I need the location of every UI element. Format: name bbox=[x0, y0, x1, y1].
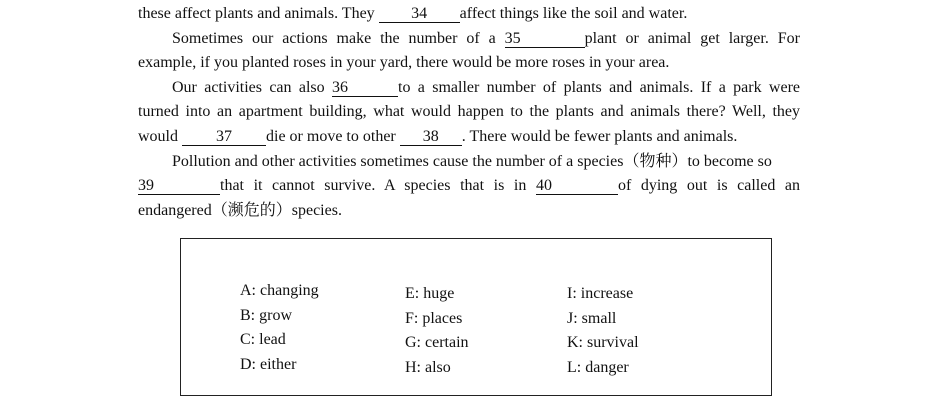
line-6-text-middle: die or move to other bbox=[266, 127, 400, 145]
blank-40: 40 bbox=[536, 177, 618, 195]
blank-36: 36 bbox=[332, 79, 398, 97]
line-2-text-before: Sometimes our actions make the number of a bbox=[172, 29, 505, 47]
blank-35: 35 bbox=[505, 30, 585, 48]
option-h: H: also bbox=[405, 358, 451, 376]
passage-line-5: turned into an apartment building, what would happen to the plants and animals there? Well, they bbox=[138, 103, 800, 121]
option-d: D: either bbox=[240, 355, 297, 373]
option-g: G: certain bbox=[405, 334, 469, 351]
option-l: L: danger bbox=[567, 358, 629, 376]
line-4-text-after: to a smaller number of plants and animals. If a park were bbox=[398, 78, 800, 96]
line-6-text-after: . There would be fewer plants and animals. bbox=[461, 127, 738, 145]
passage-line-6 bbox=[138, 125, 800, 150]
option-b: B: grow bbox=[240, 306, 292, 324]
option-k: K: survival bbox=[567, 334, 639, 351]
passage-line-8 bbox=[138, 174, 800, 199]
option-a: A: changing bbox=[240, 282, 319, 299]
passage-line-4 bbox=[138, 76, 800, 101]
line-2-text-after: plant or animal get larger. For bbox=[584, 29, 800, 47]
options-column-1 bbox=[240, 279, 319, 377]
passage-line-1 bbox=[138, 2, 800, 27]
passage-line-9: endangered（濒危的）species. bbox=[138, 201, 342, 219]
line-8-text-middle: that it cannot survive. A species that is in bbox=[220, 177, 536, 195]
options-column-2 bbox=[405, 282, 469, 380]
option-f: F: places bbox=[405, 309, 463, 327]
blank-37: 37 bbox=[182, 128, 266, 146]
passage-line-7: Pollution and other activities sometimes cause the number of a species（物种）to become so bbox=[172, 152, 772, 170]
option-j: J: small bbox=[567, 309, 617, 327]
cloze-passage bbox=[138, 2, 800, 223]
line-8-text-after: of dying out is called an bbox=[617, 177, 801, 195]
line-4-text-before: Our activities can also bbox=[172, 78, 332, 96]
word-options-box bbox=[180, 238, 772, 396]
options-column-3 bbox=[567, 282, 639, 380]
line-6-text-before: would bbox=[138, 127, 182, 145]
passage-line-3: example, if you planted roses in your yard, there would be more roses in your area. bbox=[138, 54, 670, 72]
blank-38: 38 bbox=[400, 128, 462, 146]
blank-34: 34 bbox=[379, 5, 460, 23]
option-i: I: increase bbox=[567, 285, 634, 302]
line-1-text-after: affect things like the soil and water. bbox=[459, 5, 688, 22]
blank-39: 39 bbox=[138, 177, 220, 195]
option-c: C: lead bbox=[240, 331, 286, 348]
passage-line-2 bbox=[138, 27, 800, 52]
option-e: E: huge bbox=[405, 285, 455, 302]
line-1-text-before: these affect plants and animals. They bbox=[138, 5, 379, 22]
